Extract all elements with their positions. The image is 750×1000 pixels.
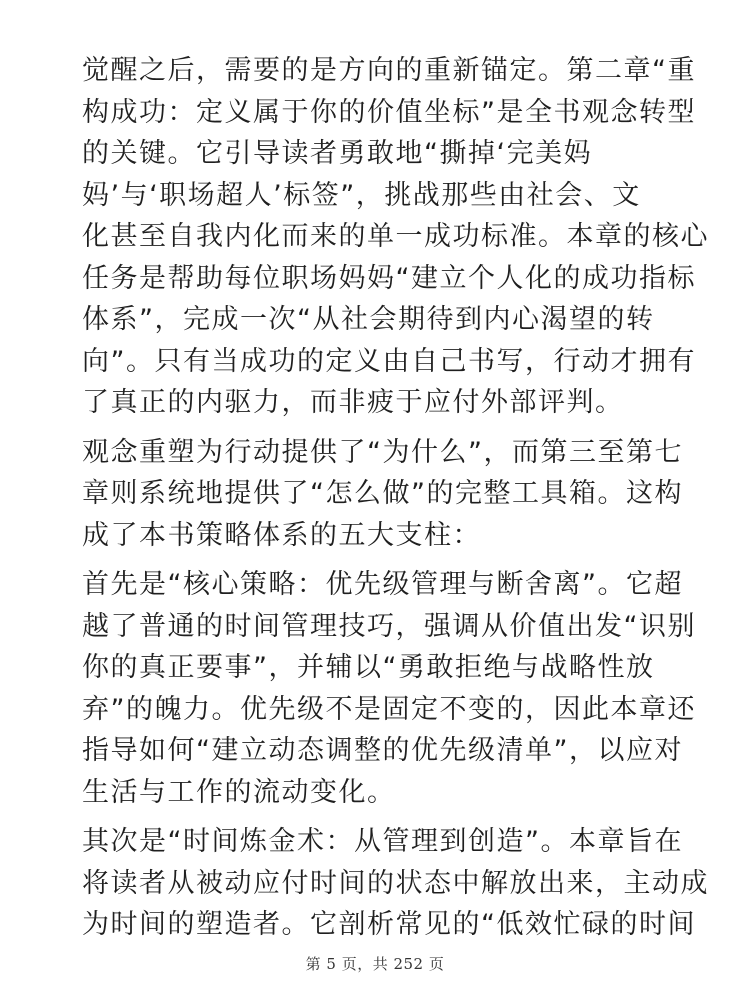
paragraph <box>82 432 683 557</box>
document-body <box>82 50 709 954</box>
text-line: 章则系统地提供了“怎么做”的完整工具箱。这构 <box>82 478 683 509</box>
text-line: 观念重塑为行动提供了“为什么”，而第三至第七 <box>82 436 683 468</box>
text-line: 弃”的魄力。优先级不是固定不变的，因此本章还 <box>82 693 696 725</box>
text-line: 将读者从被动应付时间的状态中解放出来，主动成 <box>82 867 709 899</box>
text-line: 妈’与‘职场超人’标签”，挑战那些由社会、文 <box>82 179 641 211</box>
text-line: 向”。只有当成功的定义由自己书写，行动才拥有 <box>82 345 696 377</box>
text-line: 体系”，完成一次“从社会期待到内心渴望的转 <box>82 304 655 335</box>
page-number-footer: 第 5 页，共 252 页 <box>305 955 445 973</box>
text-line: 生活与工作的流动变化。 <box>82 776 396 808</box>
paragraph <box>82 821 709 946</box>
text-line: 化甚至自我内化而来的单一成功标准。本章的核心 <box>82 221 709 252</box>
text-line: 其次是“时间炼金术：从管理到创造”。本章旨在 <box>82 826 683 857</box>
text-line: 构成功：定义属于你的价值坐标”是全书观念转型 <box>82 96 696 128</box>
text-line: 首先是“核心策略：优先级管理与断舍离”。它超 <box>82 569 683 600</box>
text-line: 指导如何“建立动态调整的优先级清单”，以应对 <box>82 735 683 766</box>
text-line: 为时间的塑造者。它剖析常见的“低效忙碌的时间 <box>82 909 696 940</box>
text-line: 觉醒之后，需要的是方向的重新锚定。第二章“重 <box>82 55 696 86</box>
text-line: 成了本书策略体系的五大支柱： <box>82 519 481 551</box>
text-line: 的关键。它引导读者勇敢地“撕掉‘完美妈 <box>82 138 593 169</box>
paragraph <box>82 564 696 813</box>
text-line: 你的真正要事”，并辅以“勇敢拒绝与战略性放 <box>82 652 655 683</box>
paragraph <box>82 50 709 424</box>
text-line: 越了普通的时间管理技巧，强调从价值出发“识别 <box>82 610 696 642</box>
text-line: 了真正的内驱力，而非疲于应付外部评判。 <box>82 387 624 418</box>
text-line: 任务是帮助每位职场妈妈“建立个人化的成功指标 <box>82 262 696 294</box>
